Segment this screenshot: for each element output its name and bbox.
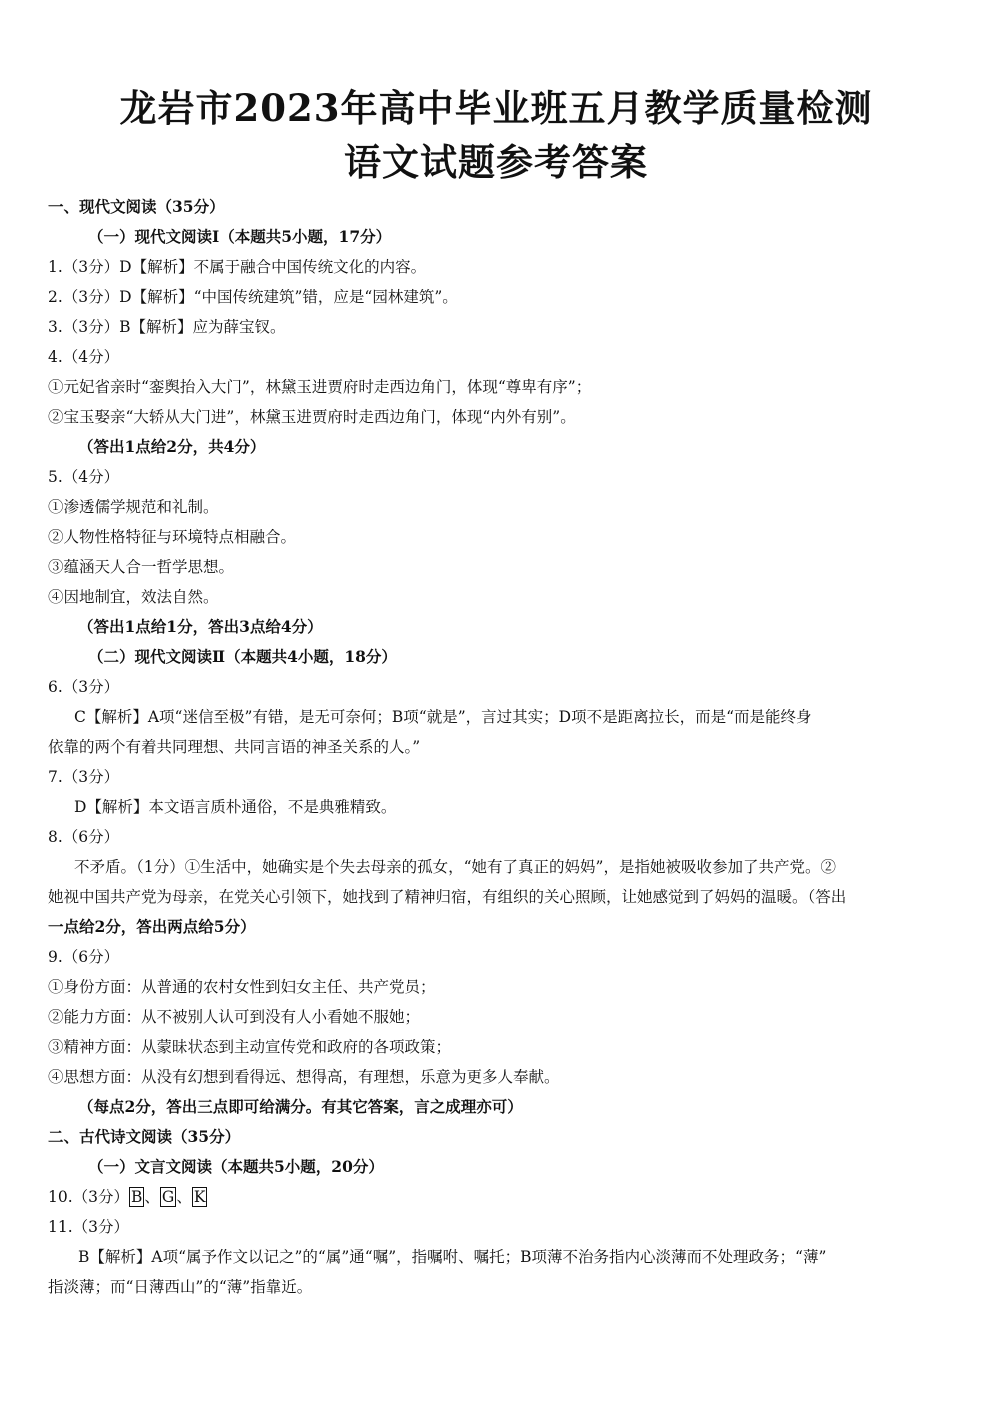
q10-answer-3: K [193, 1188, 206, 1206]
answer-q8-line1: 不矛盾。（1分）①生活中，她确实是个失去母亲的孤女，“她有了真正的妈妈”，是指她被吸收参加了共产党。② [74, 858, 836, 876]
answer-q11-line1: B【解析】A项“属予作文以记之”的“属”通“嘱”，指嘱咐、嘱托；B项薄不治务指内心淡薄而不处理政务；“薄” [78, 1248, 827, 1266]
scoring-note-q4: （答出1点给2分，共4分） [78, 437, 266, 456]
question-q11: 11.（3分） [48, 1218, 130, 1236]
answer-q5-point4: ④因地制宜，效法自然。 [48, 588, 219, 606]
scoring-note-q9: （每点2分，答出三点即可给满分。有其它答案，言之成理亦可） [78, 1097, 523, 1116]
scoring-note-q5: （答出1点给1分，答出3点给4分） [78, 617, 323, 636]
page-title: 龙岩市2023年高中毕业班五月教学质量检测 [119, 86, 873, 130]
answer-q3: 3.（3分）B【解析】应为薛宝钗。 [48, 318, 286, 336]
answer-q9-point2: ②能力方面：从不被别人认可到没有人小看她不服她； [48, 1008, 421, 1026]
answer-q7: D【解析】本文语言质朴通俗，不是典雅精致。 [74, 798, 397, 816]
question-q5: 5.（4分） [48, 468, 120, 486]
answer-q4-point2: ②宝玉娶亲“大轿从大门进”，林黛玉进贾府时走西边角门，体现“内外有别”。 [48, 408, 576, 426]
subsection-heading-reading-2: （二）现代文阅读Ⅱ（本题共4小题，18分） [88, 647, 397, 666]
answer-q2: 2.（3分）D【解析】“中国传统建筑”错，应是“园林建筑”。 [48, 288, 458, 306]
answer-q5-point3: ③蕴涵天人合一哲学思想。 [48, 558, 235, 576]
page-subtitle: 语文试题参考答案 [344, 140, 648, 184]
answer-q9-point3: ③精神方面：从蒙昧状态到主动宣传党和政府的各项政策； [48, 1038, 452, 1056]
question-q6: 6.（3分） [48, 678, 120, 696]
question-q10-label: 10.（3分） [48, 1188, 130, 1206]
answer-q9-point1: ①身份方面：从普通的农村女性到妇女主任、共产党员； [48, 978, 436, 996]
section-heading-modern-reading: 一、现代文阅读（35分） [48, 197, 225, 216]
answer-q6-line1: C【解析】A项“迷信至极”有错，是无可奈何；B项“就是”，言过其实；D项不是距离拉长，而是“而是能终身 [74, 708, 812, 726]
subsection-heading-classical-prose: （一）文言文阅读（本题共5小题，20分） [88, 1157, 384, 1176]
q10-answer-2: G [161, 1188, 175, 1206]
answer-q11-line2: 指淡薄；而“日薄西山”的“薄”指靠近。 [48, 1278, 313, 1296]
question-q8: 8.（6分） [48, 828, 120, 846]
answer-q4-point1: ①元妃省亲时“銮舆抬入大门”，林黛玉进贾府时走西边角门，体现“尊卑有序”； [48, 378, 592, 396]
answer-q5-point1: ①渗透儒学规范和礼制。 [48, 498, 219, 516]
answer-q10: 10.（3分） B 、 G 、 K [48, 1188, 206, 1206]
answer-q9-point4: ④思想方面：从没有幻想到看得远、想得高，有理想，乐意为更多人奉献。 [48, 1068, 560, 1086]
question-q7: 7.（3分） [48, 768, 120, 786]
answer-q8-line2: 她视中国共产党为母亲，在党关心引领下，她找到了精神归宿，有组织的关心照顾，让她感觉到了妈妈的温暖。（答出 [48, 888, 847, 906]
subsection-heading-reading-1: （一）现代文阅读Ⅰ（本题共5小题，17分） [88, 227, 392, 246]
q10-answer-1: B [131, 1188, 143, 1206]
question-q9: 9.（6分） [48, 948, 120, 966]
answer-q5-point2: ②人物性格特征与环境特点相融合。 [48, 528, 297, 546]
section-heading-classical-reading: 二、古代诗文阅读（35分） [48, 1127, 241, 1146]
question-q4: 4.（4分） [48, 348, 120, 366]
answer-q1: 1.（3分）D【解析】不属于融合中国传统文化的内容。 [48, 258, 427, 276]
answer-q6-line2: 依靠的两个有着共同理想、共同言语的神圣关系的人。” [48, 738, 421, 756]
answer-q8-line3: 一点给2分，答出两点给5分） [48, 917, 256, 936]
